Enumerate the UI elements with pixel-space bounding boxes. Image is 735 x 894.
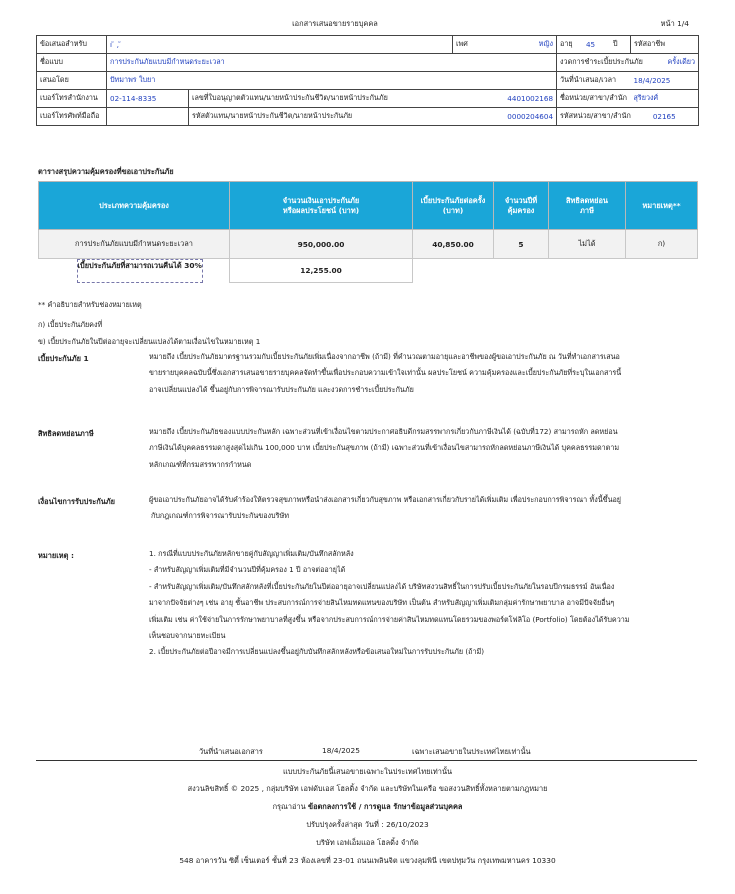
age-label: อายุ: [557, 36, 581, 54]
coverage-sum: 950,000.00: [230, 230, 413, 259]
conditions-text: [149, 492, 689, 525]
agent-code-label: รหัสตัวแทน/นายหน้าประกันชีวิต/นายหน้าประกันภัย: [189, 108, 453, 126]
document-title: เอกสารเสนอขายรายบุคคล: [292, 19, 378, 28]
coverage-note: ก): [626, 230, 698, 259]
coverage-tax: ไม่ได้: [549, 230, 626, 259]
conditions-line: ผู้ขอเอาประกันภัยอาจได้รับคำร้องให้ตรวจสุขภาพหรือนำส่งเอกสารเกี่ยวกับสุขภาพ หรือเอกสารเกี่ยวกับรายได้เพิ่มเติม เพื่อประกอบการพิจารณา ทั้งนี้ขึ้นอยู่: [149, 495, 622, 504]
legend-title: ** คำอธิบายสำหรับช่องหมายเหตุ: [38, 300, 142, 309]
plan-label: ชื่อแบบ: [37, 54, 107, 72]
info-row-proposal: [37, 36, 699, 54]
coverage-header-row: [39, 182, 698, 230]
remark-line: 1. กรณีที่แบบประกันภัยหลักขายคู่กับสัญญาเพิ่มเติม/บันทึกสลักหลัง: [149, 549, 354, 558]
conditions-line: กับกฎเกณฑ์การพิจารณารับประกันของบริษัท: [151, 511, 289, 521]
premium1-text: [149, 349, 689, 398]
footer-copyright: สงวนลิขสิทธิ์ © 2025 , กลุ่มบริษัท เอฟดับเอส โฮลดิ้ง จำกัด และบริษัทในเครือ ขอสงวนสิทธิ์ทั้งหลายตามกฎหมาย: [187, 784, 548, 793]
unit-code-label: รหัสหน่วย/สาขา/สำนัก: [557, 108, 631, 126]
license-label: เลขที่ใบอนุญาตตัวแทน/นายหน้าประกันชีวิต/นายหน้าประกันภัย: [189, 90, 453, 108]
remark-line: - สำหรับสัญญาเพิ่มเติมที่มีจำนวนปีที่คุ้มครอง 1 ปี อาจต่ออายุได้: [149, 565, 346, 575]
tax-line: หมายถึง เบี้ยประกันภัยของแบบประกันหลัก เฉพาะส่วนที่เข้าเงื่อนไขตามประกาศอธิบดีกรมสรรพากรเกี่ยวกับภาษีเงินได้ (ฉบับที่172) สามารถหัก ลดหย่อน: [149, 427, 618, 436]
remark-line: เห็นชอบจากนายทะเบียน: [149, 631, 226, 641]
col-header-sum: [230, 182, 413, 230]
conditions-label: เงื่อนไขการรับประกันภัย: [38, 497, 116, 506]
remark-line: เพิ่มเติม เช่น ค่าใช้จ่ายในการรักษาพยาบาลที่สูงขึ้น หรือจากประสบการณ์การจ่ายค่าสินไหมทดแทนโดยรวมของพอร์ตโฟลิโอ (Portfolio) โดยต้องได้รับความ: [149, 614, 630, 624]
license-value: 4401002168: [453, 90, 557, 108]
footer-updated: ปรับปรุงครั้งล่าสุด วันที่ : 26/10/2023: [306, 820, 429, 829]
footer-date-value: 18/4/2025: [322, 746, 360, 755]
plan-value: การประกันภัยแบบมีกำหนดระยะเวลา: [107, 54, 557, 72]
page-number: หน้า 1/4: [660, 19, 689, 28]
mobile-value: [107, 108, 189, 126]
present-date-value: 18/4/2025: [631, 72, 699, 90]
payment-label: งวดการชำระเบี้ยประกันภัย: [557, 54, 631, 72]
footer-address: 548 อาคารวัน ซิตี้ เซ็นเตอร์ ชั้นที่ 23 ห้องเลขที่ 23-01 ถนนเพลินจิต แขวงลุมพินี เขตปทุมวัน กรุงเทพมหานคร 10330: [179, 856, 556, 865]
footer-date-label: วันที่นำเสนอเอกสาร: [199, 747, 263, 756]
proposal-for-value: ı ̃ ‚ ̃: [107, 36, 453, 54]
remark-line: 2. เบี้ยประกันภัยต่อปีอาจมีการเปลี่ยนแปลงขึ้นอยู่กับบันทึกสลักหลังหรือข้อเสนอใหม่ในการรับประกันภัย (ถ้ามี): [149, 647, 485, 657]
premium1-line: อาจเปลี่ยนแปลงได้ ขึ้นอยู่กับการพิจารณารับประกันภัย และงวดการชำระเบี้ยประกันภัย: [149, 384, 414, 394]
refund-value: 12,255.00: [230, 259, 413, 283]
coverage-table: [38, 181, 698, 283]
coverage-years: 5: [494, 230, 549, 259]
office-phone-label: เบอร์โทรสำนักงาน: [37, 90, 107, 108]
occupation-label: รหัสอาชีพ: [631, 36, 699, 54]
refund-label: เบี้ยประกันภัยที่สามารถเวนคืนได้ 30%: [77, 259, 203, 283]
coverage-row: [39, 230, 698, 259]
age-value: 45: [581, 36, 601, 54]
footer-company: บริษัท เอฟเอ็มแอล โฮลดิ้ง จำกัด: [316, 838, 419, 847]
presenter-value: ปัทมาพร ใบยา: [107, 72, 557, 90]
premium1-label: เบี้ยประกันภัย 1: [38, 354, 89, 363]
unit-value: สุริยวงศ์: [631, 90, 699, 108]
unit-code-value: 02165: [631, 108, 699, 126]
tax-line: ภาษีเงินได้บุคคลธรรมดาสูงสุดไม่เกิน 100,000 บาท เบี้ยประกันสุขภาพ (ถ้ามี) เฉพาะส่วนที่เข้าเงื่อนไขสามารถหักลดหย่อนภาษีเงินได้ บุคคลธรรมดาตาม: [149, 443, 620, 453]
coverage-title: ตารางสรุปความคุ้มครองที่ขอเอาประกันภัย: [38, 167, 174, 176]
coverage-premium: 40,850.00: [413, 230, 494, 259]
footer-terms-prefix: กรุณาอ่าน: [272, 802, 306, 811]
info-row-mobile: [37, 108, 699, 126]
payment-value: ครั้งเดียว: [631, 54, 699, 72]
tax-label: สิทธิลดหย่อนภาษี: [38, 429, 94, 438]
gender-label: เพศ: [453, 36, 529, 54]
info-row-presenter: [37, 72, 699, 90]
remarks-label: หมายเหตุ :: [38, 551, 74, 560]
present-date-label: วันที่นำเสนอ/เวลา: [557, 72, 631, 90]
col-header-note: หมายเหตุ**: [626, 182, 698, 230]
remark-line: มาจากปัจจัยต่างๆ เช่น อายุ ชั้นอาชีพ ประสบการณ์การจ่ายสินไหมทดแทนของบริษัท เป็นต้น สำหรับสัญญาเพิ่มเติมกลุ่มค่ารักษาพยาบาล อาจมีปัจจัยอื่นๆ: [149, 598, 615, 608]
footer-terms-link[interactable]: ข้อตกลงการใช้ / การดูแล รักษาข้อมูลส่วนบุคคล: [308, 802, 463, 811]
col-header-tax-text: สิทธิลดหย่อนภาษี: [566, 195, 608, 215]
col-header-years: จำนวนปีที่คุ้มครอง: [494, 182, 549, 230]
footer-divider: [36, 760, 697, 761]
proposal-info-table: [36, 35, 699, 126]
refund-row: [39, 259, 698, 283]
proposal-for-label: ข้อเสนอสำหรับ: [37, 36, 107, 54]
tax-line: หลักเกณฑ์ที่กรมสรรพากรกำหนด: [149, 459, 252, 469]
mobile-label: เบอร์โทรศัพท์มือถือ: [37, 108, 107, 126]
info-row-plan: [37, 54, 699, 72]
footer-line1: แบบประกันภัยนี้เสนอขายเฉพาะในประเทศไทยเท่านั้น: [282, 767, 453, 776]
info-row-office: [37, 90, 699, 108]
premium1-line: ขายรายบุคคลฉบับนี้ซึ่งเอกสารเสนอขายรายบุคคลจัดทำขึ้นเพื่อประกอบความเข้าใจเท่านั้น ผลประโยชน์ ความคุ้มครองและเบี้ยประกันภัยที่ระบุในเอกสารนี้: [149, 368, 622, 378]
col-header-tax: [549, 182, 626, 230]
office-phone-value: 02-114-8335: [107, 90, 189, 108]
col-header-sum-text: จำนวนเงินเอาประกันภัยหรือผลประโยชน์ (บาท): [282, 195, 360, 215]
remarks-text: [149, 546, 689, 661]
premium1-line: หมายถึง เบี้ยประกันภัยมาตรฐานรวมกับเบี้ยประกันภัยเพิ่มเนื่องจากอาชีพ (ถ้ามี) ที่คำนวณตามอายุและอาชีพของผู้ขอเอาประกันภัย ณ วันที่ทำเอกสารเสนอ: [149, 352, 620, 361]
col-header-premium: เบี้ยประกันภัยต่อครั้ง (บาท): [413, 182, 494, 230]
gender-value: หญิง: [529, 36, 557, 54]
agent-code-value: 0000204604: [453, 108, 557, 126]
unit-label: ชื่อหน่วย/สาขา/สำนัก: [557, 90, 631, 108]
footer-domestic: เฉพาะเสนอขายในประเทศไทยเท่านั้น: [412, 747, 531, 756]
presenter-label: เสนอโดย: [37, 72, 107, 90]
legend-a: ก) เบี้ยประกันภัยคงที่: [38, 320, 103, 329]
tax-text: [149, 424, 689, 473]
coverage-type: การประกันภัยแบบมีกำหนดระยะเวลา: [39, 230, 230, 259]
footer-terms: [0, 801, 735, 813]
col-header-type: ประเภทความคุ้มครอง: [39, 182, 230, 230]
legend-b: ข) เบี้ยประกันภัยในปีต่ออายุจะเปลี่ยนแปลงได้ตามเงื่อนไขในหมายเหตุ 1: [38, 337, 261, 346]
remark-line: - สำหรับสัญญาเพิ่มเติม/บันทึกสลักหลังที่เบี้ยประกันภัยในปีต่ออายุอาจเปลี่ยนแปลงได้ บริษัทสงวนสิทธิ์ในการปรับเบี้ยประกันภัยในรอบปีกรมธรรม์ อันเนื่อง: [149, 581, 615, 591]
age-unit: ปี: [601, 36, 631, 54]
